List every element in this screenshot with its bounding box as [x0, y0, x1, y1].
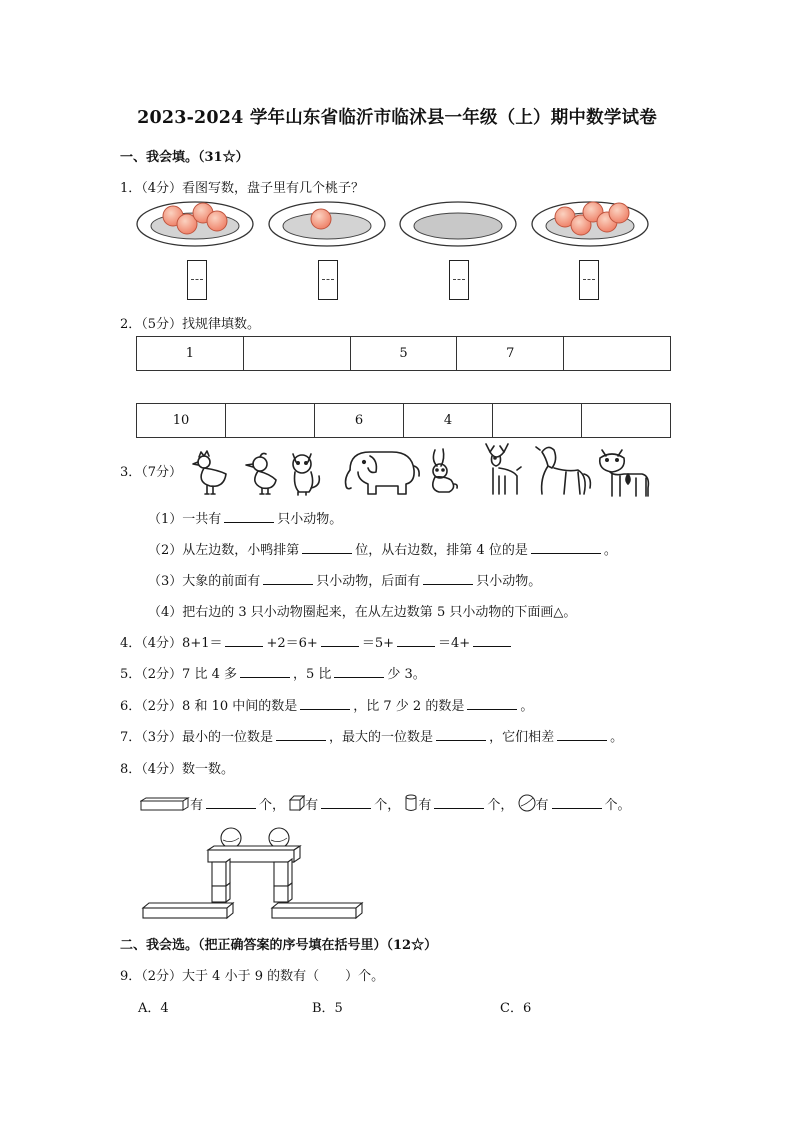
- sphere-icon: [518, 794, 536, 812]
- plate-4: [532, 202, 648, 246]
- question-4: 4．（4分）8+1＝ +2＝6+ ＝5+ ＝4+: [120, 632, 514, 651]
- seq1-cell: 1: [137, 337, 244, 371]
- seq1-cell[interactable]: [564, 337, 671, 371]
- answer-blank[interactable]: [321, 796, 371, 809]
- section-1-heading: 一、我会填。（31☆）: [120, 150, 249, 165]
- answer-blank[interactable]: [321, 634, 359, 647]
- cylinder-icon: [404, 794, 418, 812]
- seq1-cell: 7: [457, 337, 564, 371]
- page-title: 2023-2024 学年山东省临沂市临沭县一年级（上）期中数学试卷: [137, 108, 657, 128]
- chicken-icon: [193, 451, 226, 494]
- rabbit-icon: [433, 449, 457, 492]
- answer-blank[interactable]: [557, 728, 607, 741]
- answer-blank[interactable]: [263, 572, 313, 585]
- seq2-cell[interactable]: [226, 404, 315, 438]
- sequence-table-1: [136, 336, 671, 371]
- seq2-cell: 4: [404, 404, 493, 438]
- answer-blank[interactable]: [531, 541, 601, 554]
- question-3: 3．（7分）: [120, 465, 183, 480]
- seq2-cell[interactable]: [493, 404, 582, 438]
- answer-blank[interactable]: [300, 697, 350, 710]
- answer-box-3[interactable]: [449, 260, 469, 300]
- answer-blank[interactable]: [434, 796, 484, 809]
- answer-blank[interactable]: [467, 697, 517, 710]
- question-6: 6．（2分）8 和 10 中间的数是 ，比 7 少 2 的数是 。: [120, 699, 534, 714]
- sphere-block: [221, 828, 241, 848]
- seq2-cell: 6: [315, 404, 404, 438]
- seq2-cell[interactable]: [582, 404, 671, 438]
- sphere-block: [269, 828, 289, 848]
- question-3-part-1: （1）一共有 只小动物。: [148, 512, 343, 527]
- question-3-part-2: （2）从左边数，小鸭排第 位，从右边数，排第 4 位的是 。: [148, 543, 617, 558]
- block-structure-figure: [140, 826, 365, 922]
- option-a[interactable]: A．4: [138, 1001, 169, 1016]
- answer-blank[interactable]: [224, 510, 274, 523]
- seq1-cell[interactable]: [243, 337, 350, 371]
- cow-icon: [600, 450, 649, 496]
- plate-1: [137, 202, 253, 246]
- answer-blank[interactable]: [423, 572, 473, 585]
- duckling-icon: [246, 453, 276, 494]
- answer-blank[interactable]: [206, 796, 256, 809]
- question-2: 2．（5分）找规律填数。: [120, 317, 261, 332]
- answer-box-2[interactable]: [318, 260, 338, 300]
- question-9: 9．（2分）大于 4 小于 9 的数有（ ）个。: [120, 969, 385, 984]
- seq1-cell: 5: [350, 337, 457, 371]
- answer-blank[interactable]: [302, 541, 352, 554]
- cat-icon: [293, 454, 319, 495]
- answer-blank[interactable]: [225, 634, 263, 647]
- animals-figure: [190, 440, 655, 498]
- question-8: 8．（4分）数一数。: [120, 762, 235, 777]
- plate-2: [269, 202, 385, 246]
- sequence-table-2: [136, 403, 671, 438]
- section-2-heading: 二、我会选。（把正确答案的序号填在括号里）（12☆）: [120, 938, 438, 953]
- seq2-cell: 10: [137, 404, 226, 438]
- answer-box-4[interactable]: [579, 260, 599, 300]
- question-5: 5．（2分）7 比 4 多 ，5 比 少 3。: [120, 667, 426, 682]
- answer-blank[interactable]: [240, 665, 290, 678]
- horse-icon: [536, 447, 590, 494]
- plate-3: [400, 202, 516, 246]
- option-c[interactable]: C．6: [500, 1001, 532, 1016]
- question-7: 7．（3分）最小的一位数是 ，最大的一位数是 ，它们相差 。: [120, 730, 624, 745]
- answer-blank[interactable]: [552, 796, 602, 809]
- deer-icon: [486, 444, 521, 494]
- question-3-part-3: （3）大象的前面有 只小动物，后面有 只小动物。: [148, 574, 542, 589]
- answer-box-1[interactable]: [187, 260, 207, 300]
- option-b[interactable]: B．5: [312, 1001, 343, 1016]
- elephant-icon: [346, 452, 420, 494]
- answer-blank[interactable]: [276, 728, 326, 741]
- plates-figure: [135, 198, 655, 250]
- answer-blank[interactable]: [334, 665, 384, 678]
- question-3-part-4: （4）把右边的 3 只小动物圈起来，在从左边数第 5 只小动物的下面画△。: [148, 605, 577, 620]
- question-1: 1．（4分）看图写数，盘子里有几个桃子？: [120, 181, 365, 196]
- question-8-shapes-line: 有 个， 有 个， 有 个， 有 个。: [140, 794, 631, 813]
- answer-blank[interactable]: [436, 728, 486, 741]
- cube-icon: [289, 795, 305, 811]
- answer-blank[interactable]: [473, 634, 511, 647]
- answer-blank[interactable]: [397, 634, 435, 647]
- cuboid-icon: [140, 797, 190, 811]
